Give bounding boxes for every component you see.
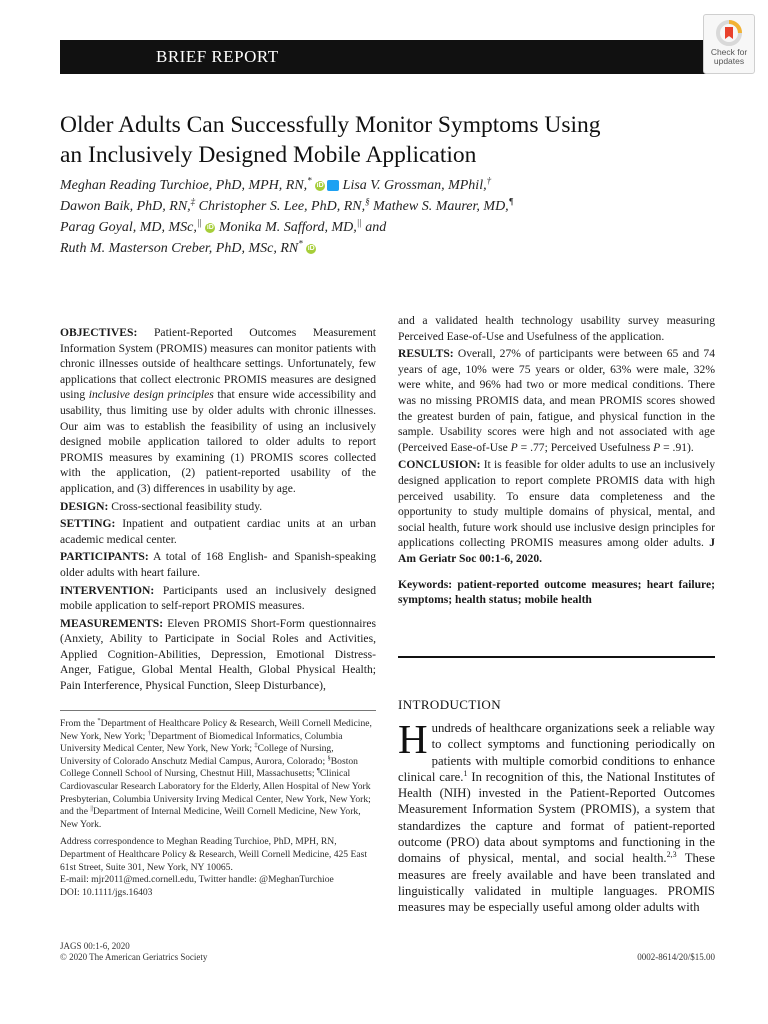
orcid-icon[interactable]: iD — [316, 181, 324, 189]
affiliation-sup: ¶ — [316, 767, 320, 775]
author-4: Christopher S. Lee, PhD, RN, — [198, 199, 366, 214]
abstract-results — [398, 346, 715, 455]
section-banner — [60, 40, 715, 74]
author-6-sup: || — [196, 217, 202, 228]
abstract-right-column — [398, 313, 715, 610]
objectives-text-b: that ensure wide accessibility and usability, thus limiting use by older adults with chronic illnesses. Our aim was to establish the feasibility of using an inclusively designed mobile application tailored to older adults to report PROMIS measures by examining (1) PROMIS scores collected with the application, (2) patient-reported usability of the application, and (3) differences in usability by age. — [60, 388, 376, 495]
orcid-icon[interactable]: iD — [307, 244, 315, 252]
setting-label: SETTING: — [60, 517, 116, 531]
title-line2: an Inclusively Designed Mobile Application — [60, 142, 477, 168]
abstract-setting — [60, 516, 376, 547]
affiliation-sup: * — [97, 716, 101, 724]
keywords — [398, 577, 715, 608]
journal-issue: JAGS 00:1-6, 2020 — [60, 941, 130, 951]
conclusion-label: CONCLUSION: — [398, 458, 481, 472]
measurements-text: Eleven PROMIS Short-Form questionnaires (Anxiety, Ability to Participate in Social Roles and Activities, Applied Cognition-Abilities, Depression, Emotional Distress-Anger, Fatigue, Global Mental Health, Global Physical Health; Pain Interference, Physical Function, Sleep Disturbance), — [60, 616, 376, 693]
affiliation-1: Department of Healthcare Policy & Research, Weill Cornell Medicine, New York, New York; — [60, 718, 372, 742]
affiliations-footnote — [60, 718, 376, 904]
orcid-icon[interactable]: iD — [206, 223, 214, 231]
affiliation-sup: § — [327, 754, 331, 762]
reference-1[interactable]: 1 — [463, 768, 468, 778]
copyright: © 2020 The American Geriatrics Society — [60, 952, 208, 962]
badge-line1: Check for — [710, 47, 748, 57]
author-7-sup: || — [356, 217, 362, 228]
reference-2[interactable]: 2,3 — [666, 850, 677, 860]
drop-cap: H — [398, 716, 428, 762]
affiliations-from: From the — [60, 718, 95, 729]
article-title — [60, 110, 710, 170]
intro-text-a: undreds of healthcare organizations seek a reliable way to collect symptoms and functioning periodically on patients with multiple comorbid conditions to enhance clinical care. — [398, 721, 715, 784]
author-2: Lisa V. Grossman, MPhil, — [342, 178, 487, 193]
title-line1: Older Adults Can Successfully Monitor Symptoms Using — [60, 112, 601, 138]
objectives-text-a: Patient-Reported Outcomes Measurement Information System (PROMIS) measures can monitor patients with chronic illnesses outside of healthcare settings. Unfortunately, few applications that collect electronic PROMIS measures are designed using — [60, 326, 376, 402]
author-3: Dawon Baik, PhD, RN, — [60, 199, 191, 214]
abstract-participants — [60, 549, 376, 580]
participants-text: A total of 168 English- and Spanish-speaking older adults with heart failure. — [60, 550, 376, 579]
results-label: RESULTS: — [398, 347, 454, 361]
section-label: BRIEF REPORT — [156, 47, 279, 66]
abstract-intervention — [60, 583, 376, 614]
introduction-body — [398, 716, 715, 916]
design-label: DESIGN: — [60, 499, 109, 513]
author-5-sup: ¶ — [508, 196, 514, 207]
objectives-label: OBJECTIVES: — [60, 326, 138, 339]
measurements-label: MEASUREMENTS: — [60, 616, 164, 630]
abstract-objectives — [60, 325, 376, 497]
journal-citation: J Am Geriatr Soc 00:1-6, 2020. — [398, 536, 715, 565]
twitter-icon[interactable] — [327, 180, 339, 191]
author-8-sup: * — [298, 238, 303, 249]
results-text-c: = .91). — [663, 440, 694, 454]
abstract-continued: and a validated health technology usability survey measuring Perceived Ease-of-Use and Usefulness of the application. — [398, 314, 715, 343]
affiliation-sup: † — [147, 729, 151, 737]
affiliation-2: Department of Biomedical Informatics, Columbia University Medical Center, New York, New York; — [60, 730, 343, 755]
price-code: 0002-8614/20/$15.00 — [637, 952, 715, 962]
abstract-conclusion — [398, 457, 715, 566]
divider — [60, 710, 376, 711]
author-3-sup: ‡ — [190, 196, 196, 207]
author-1: Meghan Reading Turchioe, PhD, MPH, RN, — [60, 178, 308, 193]
intervention-label: INTERVENTION: — [60, 583, 155, 597]
design-text: Cross-sectional feasibility study. — [111, 499, 263, 513]
intro-text-c: These measures are freely available and have been translated and linguistically validated in multiple languages. PROMIS measures may be especially useful among older adults with — [398, 851, 715, 915]
intervention-text: Participants used an inclusively designed mobile application to self-report PROMIS measures. — [60, 583, 376, 613]
setting-text: Inpatient and outpatient cardiac units at an urban academic medical center. — [60, 517, 376, 546]
intro-text-b: In recognition of this, the National Institutes of Health (NIH) invested in the Patient-Reported Outcomes Measurement Information System (PROMIS), a system that standardizes the capture and format of patient-reported outcome (PRO) data about symptoms and functioning in the domains of physical, mental, and social health. — [398, 769, 715, 866]
page-footer — [60, 941, 207, 963]
contact-email[interactable]: E-mail: mjr2011@med.cornell.edu, Twitter handle: @MeghanTurchioe — [60, 874, 334, 886]
author-4-sup: § — [365, 196, 370, 207]
author-list — [60, 175, 720, 259]
introduction-heading: INTRODUCTION — [398, 697, 502, 712]
author-2-sup: † — [486, 175, 492, 186]
affiliation-3: College of Nursing, University of Colorado Anschutz Medial Campus, Aurora, Colorado; — [60, 743, 334, 767]
correspondence-address: Address correspondence to Meghan Reading Turchioe, PhD, MPH, RN, Department of Healthcare Policy & Research, Weill Cornell Medicine, 425 East 61st Street, Suite 301, New York, NY 10065. — [60, 836, 368, 873]
affiliation-4: Boston College Connell School of Nursing, Chestnut Hill, Massachusetts; — [60, 755, 358, 780]
author-5: Mathew S. Maurer, MD, — [373, 199, 509, 214]
author-conjunction: and — [365, 220, 387, 235]
affiliation-5: Clinical Cardiovascular Research Laboratory for the Elderly, Allen Hospital of New York Presbyterian, Columbia University Irving Medical Center, New York, New York; and the — [60, 768, 371, 818]
keywords-label: Keywords: — [398, 577, 453, 591]
author-6: Parag Goyal, MD, MSc, — [60, 220, 197, 235]
keywords-text: patient-reported outcome measures; heart failure; symptoms; health status; mobile health — [398, 577, 715, 607]
affiliation-6: Department of Internal Medicine, Weill Cornell Medicine, New York, New York. — [60, 806, 361, 830]
affiliations — [60, 718, 376, 831]
objectives-emphasis: inclusive design principles — [88, 388, 214, 402]
results-text-a: Overall, 27% of participants were between 65 and 74 years of age, 10% were 75 years or older, 63% were male, 32% were white, and 96% had two or more medical conditions. There was no missing PROMIS data, and mean PROMIS scores showed the greatest burden of pain, fatigue, and physical function in the sample. Usability scores were high and not associated with age (Perceived Ease-of-Use — [398, 347, 715, 454]
bookmark-ring-icon — [716, 20, 742, 46]
abstract-measurements — [60, 616, 376, 694]
author-8: Ruth M. Masterson Creber, PhD, MSc, RN — [60, 241, 299, 256]
participants-label: PARTICIPANTS: — [60, 550, 149, 564]
affiliation-sup: ‡ — [254, 742, 258, 749]
badge-line2: updates — [713, 56, 745, 66]
author-7: Monika M. Safford, MD, — [218, 220, 357, 235]
abstract-left-column — [60, 325, 376, 696]
results-p-symbol-2: P — [653, 440, 661, 454]
results-text-b: = .77; Perceived Usefulness — [520, 440, 651, 454]
conclusion-text: It is feasible for older adults to use an inclusively designed application to report complete PROMIS data with high perceived usability. To ensure data completeness and the opportunity to study multiple domains of physical, mental, and social health, future work should use inclusive design principles for applications collecting PROMIS measures among older adults. — [398, 458, 715, 550]
divider — [398, 656, 715, 658]
check-for-updates-button[interactable] — [703, 14, 755, 74]
doi-link[interactable]: DOI: 10.1111/jgs.16403 — [60, 886, 153, 898]
abstract-design — [60, 499, 376, 515]
author-1-sup: * — [307, 175, 312, 186]
results-p-symbol-1: P — [510, 440, 518, 454]
affiliation-sup: || — [90, 804, 93, 812]
